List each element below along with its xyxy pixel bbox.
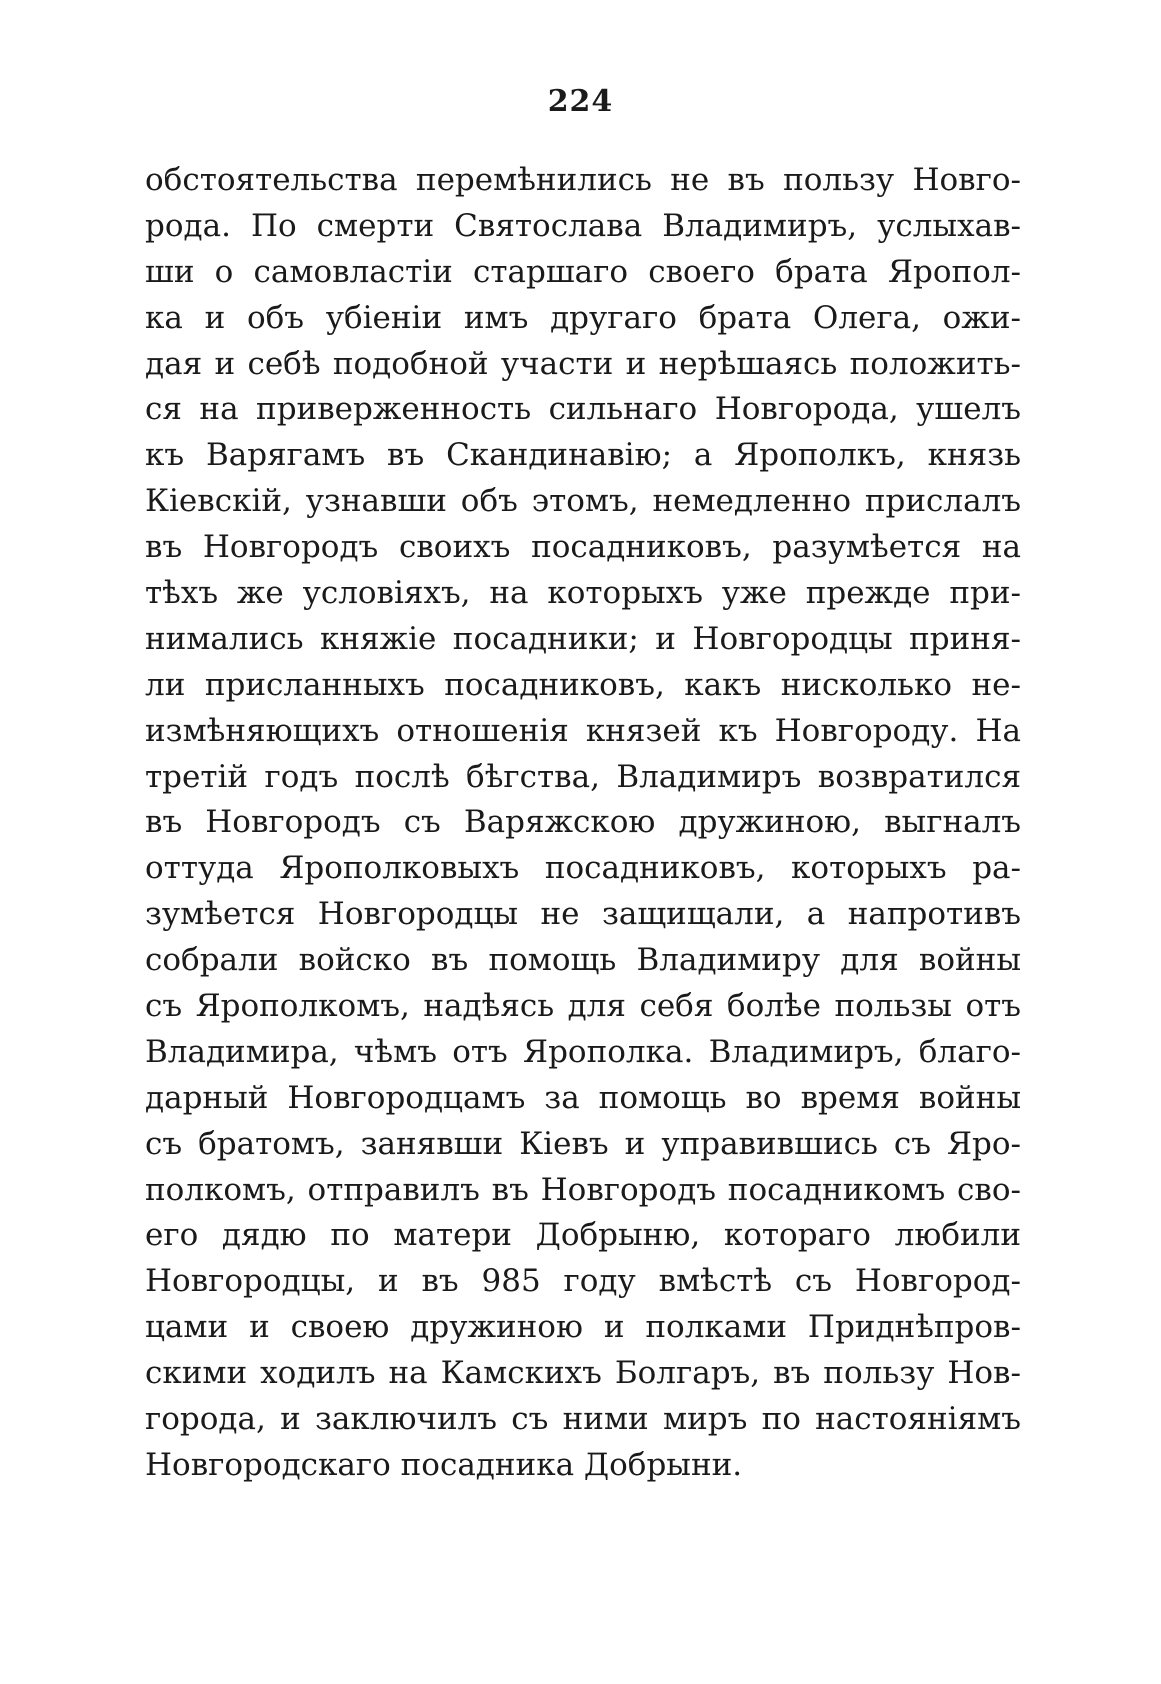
- text-line: дарный Новгородцамъ за помощь во время войны: [145, 1079, 1021, 1116]
- text-line: Новгородскаго посадника Добрыни.: [145, 1446, 743, 1483]
- text-line: города, и заключилъ съ ними миръ по настояніямъ: [145, 1401, 1021, 1438]
- body-text: [145, 158, 1021, 1489]
- text-line: Владимира, чѣмъ отъ Ярополка. Владимиръ, благо-: [145, 1033, 1021, 1070]
- text-line: цами и своею дружиною и полками Приднѣпров-: [145, 1309, 1021, 1346]
- text-line: полкомъ, отправилъ въ Новгородъ посадникомъ сво-: [145, 1171, 1021, 1208]
- text-line: ши о самовластіи старшаго своего брата Яропол-: [145, 253, 1021, 290]
- text-line: оттуда Ярополковыхъ посадниковъ, которыхъ ра-: [145, 850, 1021, 887]
- text-line: измѣняющихъ отношенія князей къ Новгороду. На: [145, 712, 1021, 749]
- text-line: рода. По смерти Святослава Владимиръ, услыхав-: [145, 207, 1021, 244]
- text-line: ка и объ убіеніи имъ другаго брата Олега, ожи-: [145, 299, 1021, 336]
- text-line: съ братомъ, занявши Кіевъ и управившись съ Яро-: [145, 1125, 1021, 1162]
- text-line: Кіевскій, узнавши объ этомъ, немедленно прислалъ: [145, 483, 1021, 520]
- text-line: нимались княжіе посадники; и Новгородцы приня-: [145, 620, 1021, 657]
- text-line: собрали войско въ помощь Владимиру для войны: [145, 942, 1021, 979]
- text-line: тѣхъ же условіяхъ, на которыхъ уже прежде при-: [145, 575, 1021, 612]
- text-line: скими ходилъ на Камскихъ Болгаръ, въ пользу Нов-: [145, 1355, 1021, 1392]
- text-line: съ Ярополкомъ, надѣясь для себя болѣе пользы отъ: [145, 988, 1021, 1025]
- text-line: Новгородцы, и въ 985 году вмѣстѣ съ Новгород-: [145, 1263, 1021, 1300]
- text-line: дая и себѣ подобной участи и нерѣшаясь положить-: [145, 345, 1021, 382]
- text-line: обстоятельства перемѣнились не въ пользу Новго-: [145, 162, 1021, 198]
- page-number: 224: [547, 84, 614, 119]
- text-line: въ Новгородъ своихъ посадниковъ, разумѣется на: [145, 529, 1021, 566]
- text-line: его дядю по матери Добрыню, котораго любили: [145, 1217, 1021, 1254]
- text-line: къ Варягамъ въ Скандинавію; а Ярополкъ, князь: [145, 437, 1021, 474]
- text-line: зумѣется Новгородцы не защищали, а напротивъ: [145, 896, 1021, 933]
- text-line: въ Новгородъ съ Варяжскою дружиною, выгналъ: [145, 804, 1021, 841]
- text-line: третій годъ послѣ бѣгства, Владимиръ возвратился: [145, 758, 1021, 795]
- text-line: ся на приверженность сильнаго Новгорода, ушелъ: [145, 391, 1021, 428]
- text-line: ли присланныхъ посадниковъ, какъ нисколько не-: [145, 666, 1021, 703]
